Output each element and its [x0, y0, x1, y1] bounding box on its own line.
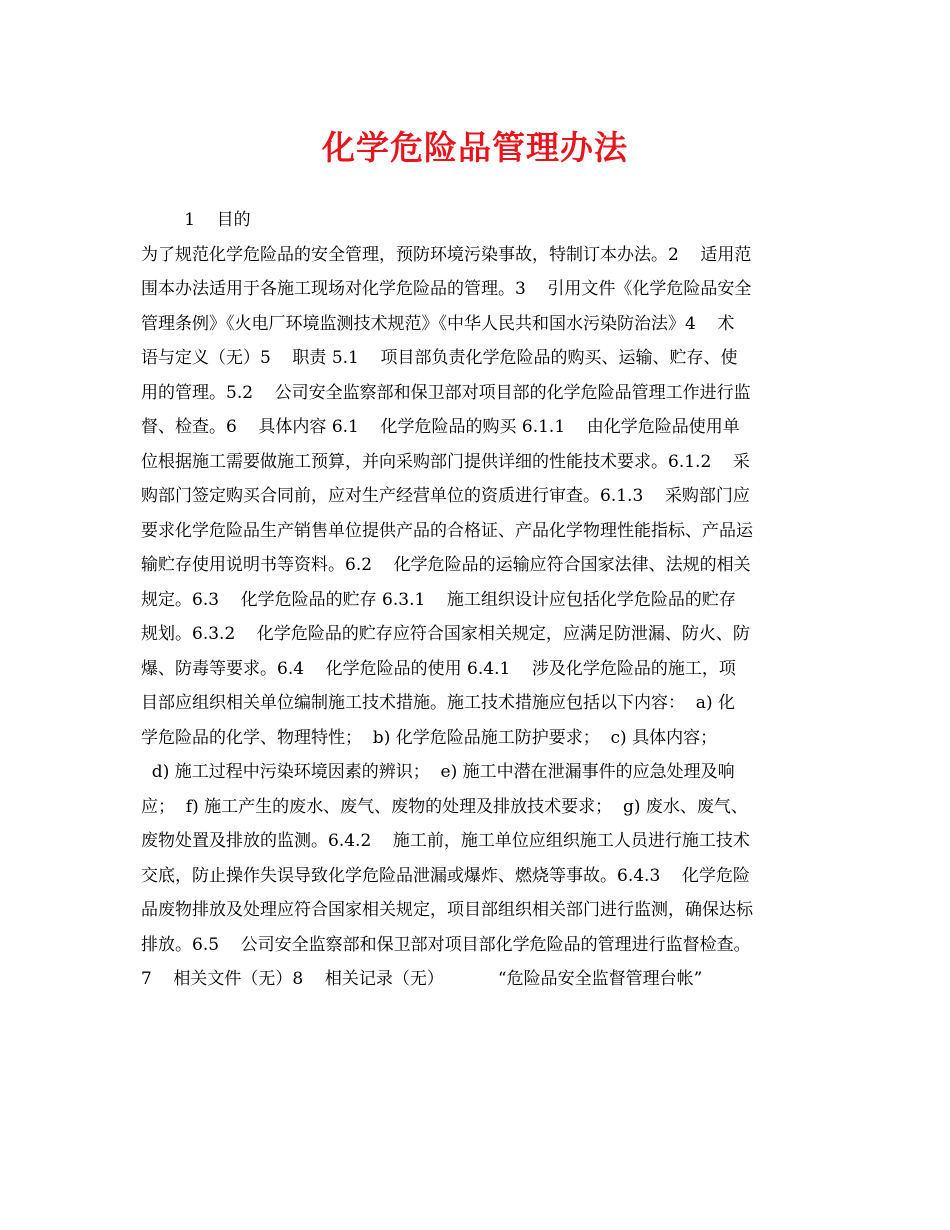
body-line: 输贮存使用说明书等资料。6.2 化学危险品的运输应符合国家法律、法规的相关	[141, 555, 751, 575]
body-line: d) 施工过程中污染环境因素的辨识； e) 施工中潜在泄漏事件的应急处理及响	[141, 762, 735, 782]
document-title: 化学危险品管理办法	[322, 128, 628, 167]
body-line: 用的管理。5.2 公司安全监察部和保卫部对项目部的化学危险品管理工作进行监	[141, 382, 751, 403]
body-line: 目部应组织相关单位编制施工技术措施。施工技术措施应包括以下内容： a) 化	[141, 693, 735, 713]
body-line: 为了规范化学危险品的安全管理，预防环境污染事故，特制订本办法。2 适用范	[141, 244, 752, 265]
body-line: 品废物排放及处理应符合国家相关规定，项目部组织相关部门进行监测，确保达标	[141, 900, 753, 920]
body-line: 督、检查。6 具体内容 6.1 化学危险品的购买 6.1.1 由化学危险品使用单	[141, 417, 740, 437]
body-line: 购部门签定购买合同前，应对生产经营单位的资质进行审查。6.1.3 采购部门应	[141, 486, 750, 506]
body-line: 围本办法适用于各施工现场对化学危险品的管理。3 引用文件《化学危险品安全	[141, 279, 752, 299]
body-line: 规划。6.3.2 化学危险品的贮存应符合国家相关规定，应满足防泄漏、防火、防	[141, 624, 750, 644]
body-line: 排放。6.5 公司安全监察部和保卫部对项目部化学危险品的管理进行监督检查。	[141, 934, 751, 955]
body-line: 应； f) 施工产生的废水、废气、废物的处理及排放技术要求； g) 废水、废气、	[141, 796, 748, 817]
body-line: 语与定义（无）5 职责 5.1 项目部负责化学危险品的购买、运输、贮存、使	[141, 348, 738, 368]
body-line: 学危险品的化学、物理特性； b) 化学危险品施工防护要求； c) 具体内容；	[141, 727, 718, 748]
body-line: 规定。6.3 化学危险品的贮存 6.3.1 施工组织设计应包括化学危险品的贮存	[141, 589, 736, 610]
body-line: 交底，防止操作失误导致化学危险品泄漏或爆炸、燃烧等事故。6.4.3 化学危险	[141, 865, 750, 886]
document-body	[141, 203, 827, 997]
body-line: 要求化学危险品生产销售单位提供产品的合格证、产品化学物理性能指标、产品运	[141, 520, 753, 541]
body-line: 1 目的	[141, 210, 251, 230]
body-line: 废物处置及排放的监测。6.4.2 施工前，施工单位应组织施工人员进行施工技术	[141, 831, 750, 851]
body-line: 管理条例》《火电厂环境监测技术规范》《中华人民共和国水污染防治法》4 术	[141, 313, 735, 334]
body-line: 爆、防毒等要求。6.4 化学危险品的使用 6.4.1 涉及化学危险品的施工，项	[141, 658, 736, 679]
body-line: 位根据施工需要做施工预算，并向采购部门提供详细的性能技术要求。6.1.2 采	[141, 451, 750, 472]
body-line: 7 相关文件（无）8 相关记录（无） “危险品安全监督管理台帐”	[141, 969, 703, 989]
